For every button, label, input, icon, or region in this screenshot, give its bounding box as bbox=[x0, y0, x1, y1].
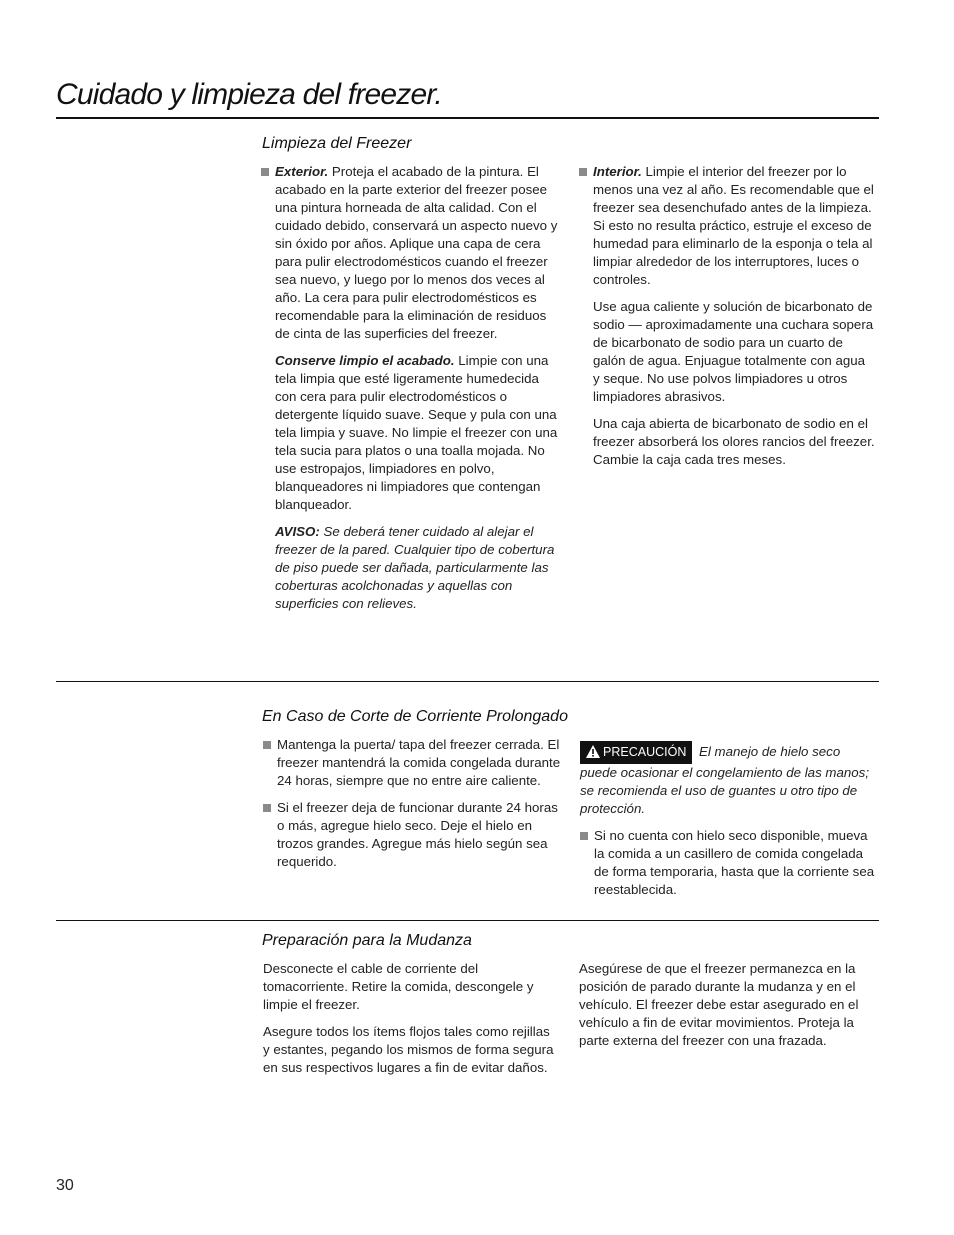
conserve-paragraph bbox=[261, 352, 561, 514]
heading-mudanza: Preparación para la Mudanza bbox=[262, 932, 472, 949]
aviso-paragraph bbox=[261, 523, 561, 613]
square-bullet-icon bbox=[263, 804, 271, 812]
interior-label: Interior. bbox=[593, 164, 642, 179]
exterior-item bbox=[261, 163, 561, 343]
corte-bullet-2-text: Si el freezer deja de funcionar durante 24 horas o más, agregue hielo seco. Deje el hielo en trozos grandes. Agregue más hielo según sea requerido. bbox=[277, 800, 558, 869]
warning-triangle-icon bbox=[586, 745, 600, 758]
limpieza-left-column bbox=[261, 163, 561, 622]
conserve-label: Conserve limpio el acabado. bbox=[275, 353, 455, 368]
bicarbonato-paragraph: Use agua caliente y solución de bicarbonato de sodio — aproximadamente una cuchara sopera de bicarbonato de sodio para un cuarto de galón de agua. Enjuague totalmente con agua y seque. No use polvos limpiadores u otros limpiadores abrasivos. bbox=[593, 299, 874, 404]
mudanza-right-column bbox=[579, 960, 877, 1059]
heading-corte: En Caso de Corte de Corriente Prolongado bbox=[262, 708, 568, 725]
conserve-text: Limpie con una tela limpia que esté ligeramente humedecida con cera para pulir electrodomésticos o detergente líquido suave. Seque y pula con una tela limpia y suave. No limpie el freezer con una tela sucia para platos o una toalla mojada. No use estropajos, limpiadores en polvo, blanqueadores ni limpiadores que contengan blanqueador. bbox=[275, 353, 558, 512]
page-number: 30 bbox=[56, 1177, 74, 1194]
limpieza-right-column bbox=[579, 163, 875, 478]
square-bullet-icon bbox=[263, 741, 271, 749]
section-divider-2 bbox=[56, 920, 879, 921]
corte-left-column bbox=[263, 736, 563, 880]
heading-limpieza: Limpieza del Freezer bbox=[262, 135, 412, 152]
caution-badge bbox=[580, 741, 692, 764]
caution-paragraph bbox=[580, 741, 876, 818]
exterior-label: Exterior. bbox=[275, 164, 329, 179]
square-bullet-icon bbox=[580, 832, 588, 840]
corte-bullet-3-text: Si no cuenta con hielo seco disponible, mueva la comida a un casillero de comida congelada de forma temporaria, hasta que la corriente sea reestablecida. bbox=[594, 828, 875, 897]
mudanza-paragraph-1: Desconecte el cable de corriente del tomacorriente. Retire la comida, descongele y limpie el freezer. bbox=[263, 961, 534, 1012]
section-divider-1 bbox=[56, 681, 879, 682]
aviso-label: AVISO: bbox=[275, 524, 320, 539]
mudanza-paragraph-2: Asegure todos los ítems flojos tales como rejillas y estantes, pegando los mismos de forma segura en sus respectivos lugares a fin de evitar daños. bbox=[263, 1024, 554, 1075]
exterior-text: Proteja el acabado de la pintura. El acabado en la parte exterior del freezer posee una pintura horneada de alta calidad. Con el cuidado debido, conservará un aspecto nuevo y sin óxido por años. Aplique una capa de cera para pulir electrodomésticos cuando el freezer sea nuevo, y luego por lo menos dos veces al año. La cera para pulir electrodomésticos es recomendable para la eliminación de residuos de cinta de las superficies del freezer. bbox=[275, 164, 558, 341]
corte-right-column bbox=[580, 741, 876, 908]
caution-label: PRECAUCIÓN bbox=[603, 745, 687, 759]
interior-text: Limpie el interior del freezer por lo menos una vez al año. Es recomendable que el freezer sea desenchufado antes de la limpieza. Si esto no resulta práctico, estruje el exceso de humedad para eliminarlo de la esponja o tela al limpiar alrededor de los interruptores, luces o controles. bbox=[593, 164, 874, 287]
corte-bullet-1-text: Mantenga la puerta/ tapa del freezer cerrada. El freezer mantendrá la comida congelada durante 24 horas, siempre que no entre aire caliente. bbox=[277, 737, 561, 788]
mudanza-left-column bbox=[263, 960, 557, 1086]
aviso-text: Se deberá tener cuidado al alejar el freezer de la pared. Cualquier tipo de cobertura de piso puede ser dañada, particularmente las coberturas acolchonadas y aquellas con superficies con relieves. bbox=[275, 524, 555, 611]
mudanza-paragraph-3: Asegúrese de que el freezer permanezca en la posición de parado durante la mudanza y en el vehículo. El freezer debe estar asegurado en el vehículo a fin de evitar movimientos. Proteja la parte externa del freezer con una frazada. bbox=[579, 961, 859, 1048]
page-title: Cuidado y limpieza del freezer. bbox=[56, 78, 442, 111]
corte-bullet-2 bbox=[263, 799, 563, 871]
corte-bullet-1 bbox=[263, 736, 563, 790]
corte-bullet-3 bbox=[580, 827, 876, 899]
caja-paragraph: Una caja abierta de bicarbonato de sodio en el freezer absorberá los olores rancios del freezer. Cambie la caja cada tres meses. bbox=[593, 416, 875, 467]
square-bullet-icon bbox=[579, 168, 587, 176]
caution-text: El manejo de hielo seco puede ocasionar el congelamiento de las manos; se recomienda el uso de guantes u otro tipo de protección. bbox=[580, 744, 870, 816]
square-bullet-icon bbox=[261, 168, 269, 176]
title-rule bbox=[56, 117, 879, 119]
interior-item bbox=[579, 163, 875, 289]
